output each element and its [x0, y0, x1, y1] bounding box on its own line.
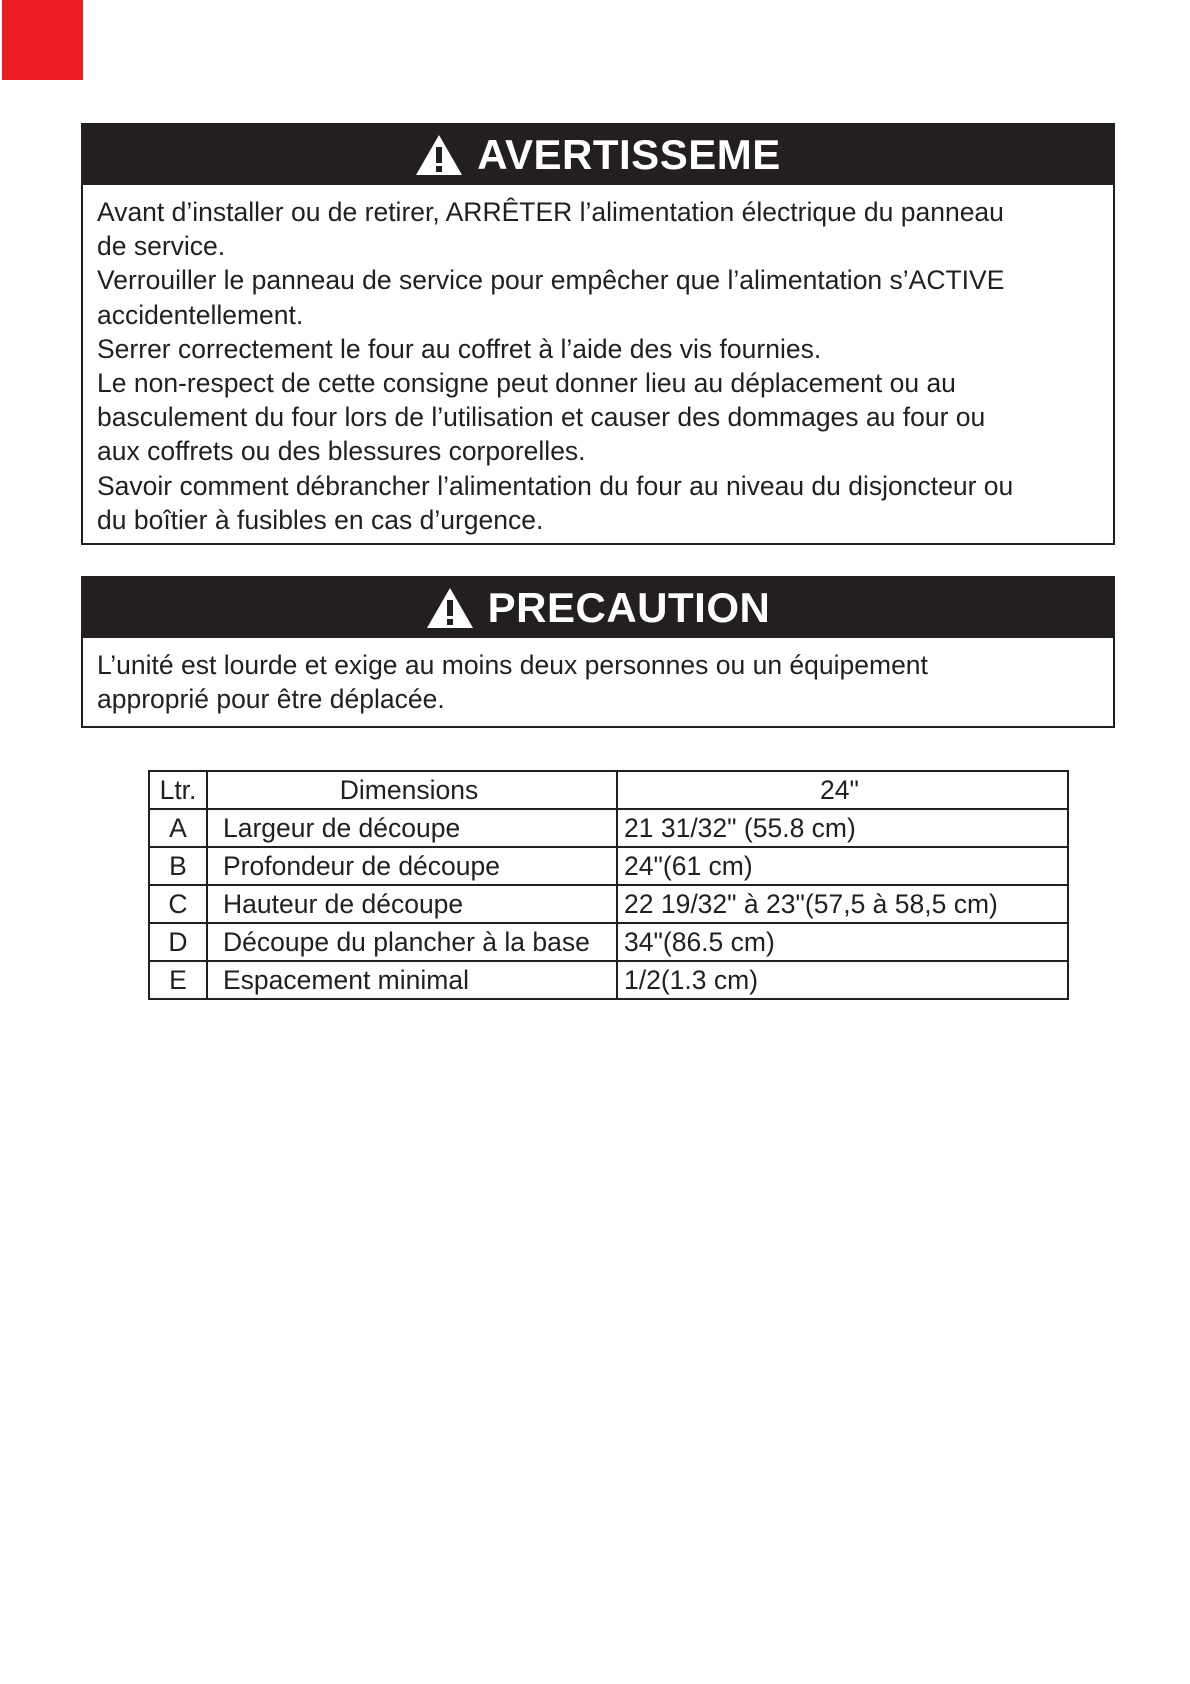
caution-line: L’unité est lourde et exige au moins deux personnes ou un équipement — [97, 650, 928, 680]
warning-line: Avant d’installer ou de retirer, ARRÊTER l’alimentation électrique du panneau — [97, 197, 1004, 227]
warning-line: basculement du four lors de l’utilisation et causer des dommages au four ou — [97, 402, 986, 433]
warning-line: Serrer correctement le four au coffret à l’aide des vis fournies. — [97, 333, 822, 364]
warning-line: de service. — [97, 231, 226, 262]
warning-line: Le non-respect de cette consigne peut donner lieu au déplacement ou au — [97, 368, 956, 399]
row-label: Hauteur de découpe — [207, 885, 617, 923]
header-size: 24" — [617, 771, 1068, 809]
warning-line: Savoir comment débrancher l’alimentation du four au niveau du disjoncteur ou — [97, 470, 1014, 501]
table-row — [149, 961, 1068, 999]
header-letter: Ltr. — [149, 771, 207, 809]
warning-line: aux coffrets ou des blessures corporelles. — [97, 436, 586, 467]
row-value: 34"(86.5 cm) — [617, 923, 1068, 961]
row-label: Largeur de découpe — [207, 809, 617, 847]
row-value: 21 31/32" (55.8 cm) — [617, 809, 1068, 847]
warning-line: du boîtier à fusibles en cas d’urgence. — [97, 504, 544, 535]
row-label: Espacement minimal — [207, 961, 617, 999]
caution-line: approprié pour être déplacée. — [97, 684, 445, 715]
table-row — [149, 923, 1068, 961]
warning-line: Verrouiller le panneau de service pour empêcher que l’alimentation s’ACTIVE — [97, 265, 1005, 296]
caution-box — [81, 576, 1115, 728]
warning-triangle-icon — [426, 587, 474, 629]
warning-line: accidentellement. — [97, 299, 304, 330]
header-dimensions: Dimensions — [207, 771, 617, 809]
warning-body — [83, 185, 1113, 537]
row-letter: E — [149, 961, 207, 999]
table-row — [149, 809, 1068, 847]
row-letter: D — [149, 923, 207, 961]
row-value: 22 19/32" à 23"(57,5 à 58,5 cm) — [617, 885, 1068, 923]
table-header-row — [149, 771, 1068, 809]
dimensions-table — [148, 770, 1069, 1000]
row-value: 1/2(1.3 cm) — [617, 961, 1068, 999]
row-label: Découpe du plancher à la base — [207, 923, 617, 961]
row-letter: B — [149, 847, 207, 885]
warning-box — [81, 123, 1115, 545]
caution-header — [83, 578, 1113, 638]
row-value: 24"(61 cm) — [617, 847, 1068, 885]
row-label: Profondeur de découpe — [207, 847, 617, 885]
corner-color-tab — [2, 0, 83, 80]
row-letter: A — [149, 809, 207, 847]
caution-body — [83, 638, 1113, 716]
row-letter: C — [149, 885, 207, 923]
warning-triangle-icon — [415, 134, 463, 176]
caution-title: PRECAUTION — [487, 584, 771, 631]
table-row — [149, 885, 1068, 923]
table-row — [149, 847, 1068, 885]
warning-title: AVERTISSEME — [477, 131, 781, 178]
warning-header — [83, 125, 1113, 185]
